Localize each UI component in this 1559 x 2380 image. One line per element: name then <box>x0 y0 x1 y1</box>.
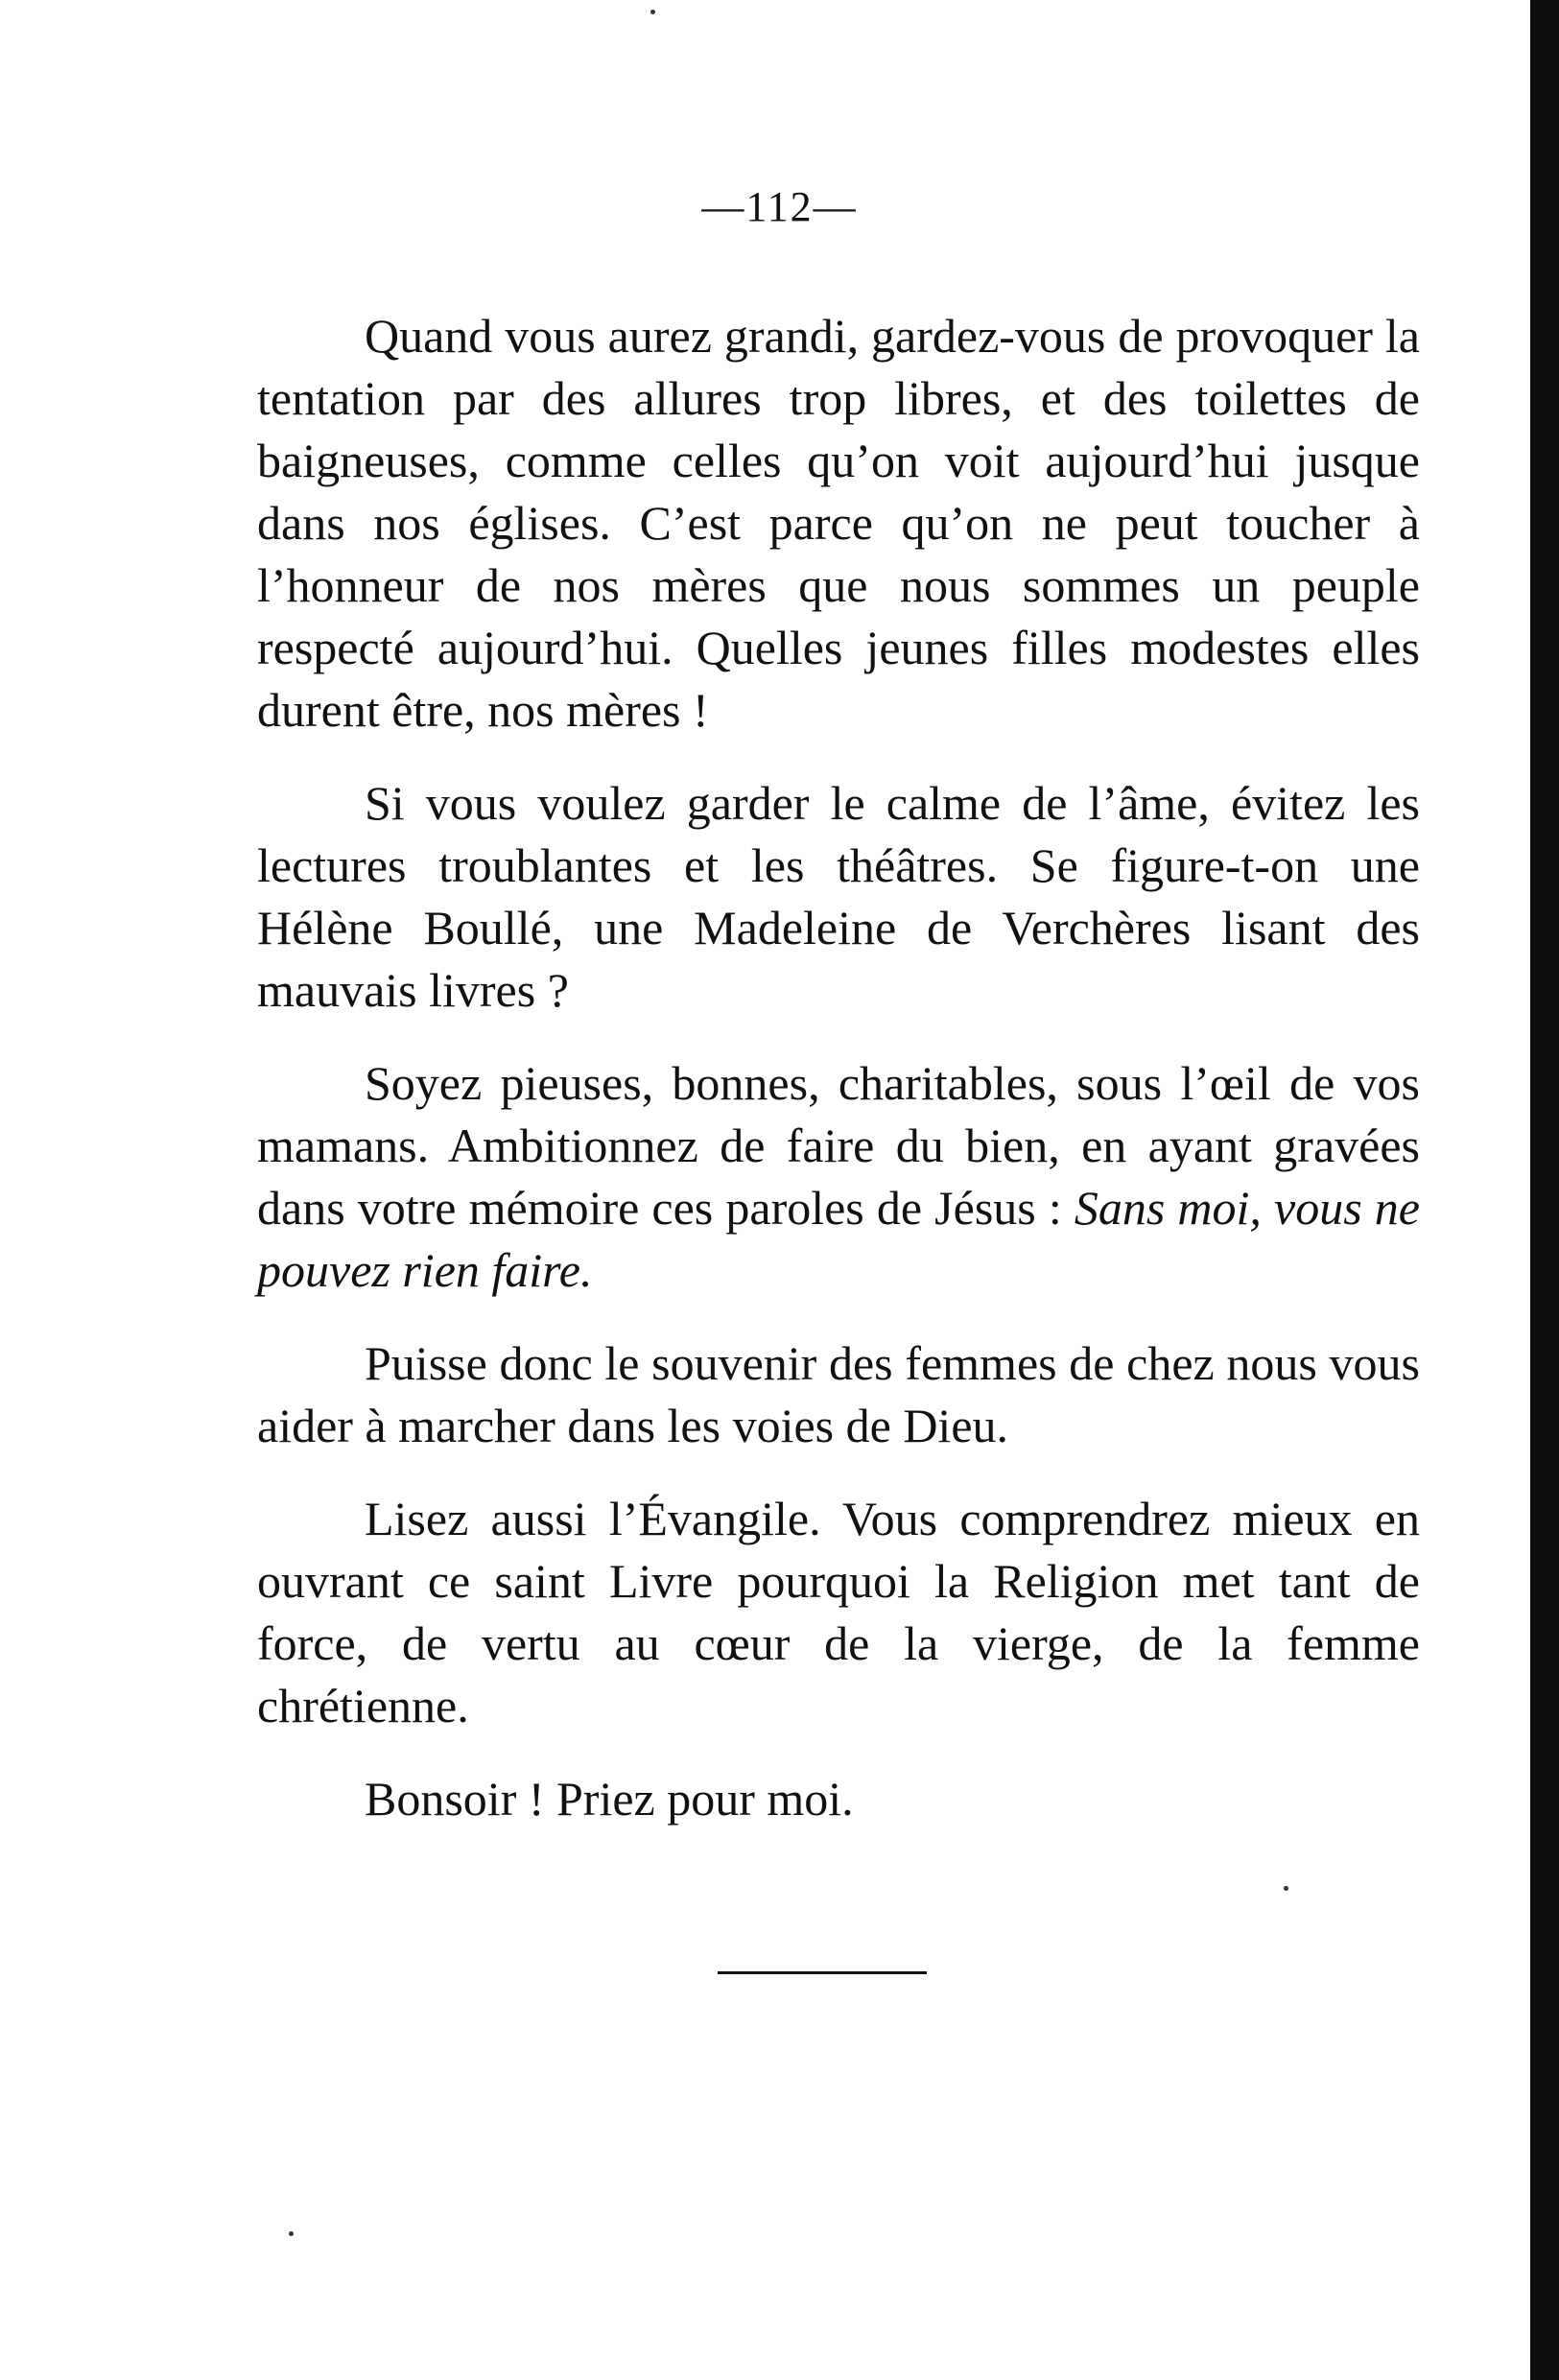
paragraph-5: Lisez aussi l’Évangile. Vous comprendrez mieux en ouvrant ce saint Livre pourquoi la Religion met tant de force, de vertu au cœur de la vierge, de la femme chrétienne. <box>257 1492 1420 1732</box>
scan-speck <box>1284 1886 1288 1891</box>
scan-edge-shadow <box>1530 0 1559 2380</box>
paragraph-4: Puisse donc le souvenir des femmes de chez nous vous aider à marcher dans les voies de Dieu. <box>257 1336 1420 1452</box>
paragraph-2: Si vous voulez garder le calme de l’âme, évitez les lectures troublantes et les théâtres. Se figure-t-on une Hélène Boullé, une Madeleine de Verchères lisant des mauvais livres ? <box>257 776 1420 1017</box>
paragraph-3-text: Soyez pieuses, bonnes, charitables, sous l’œil de vos mamans. Ambitionnez de faire du bien, en ayant gravées dans votre mémoire ces paroles de Jésus : <box>257 1056 1420 1235</box>
paragraph-1: Quand vous aurez grandi, gardez-vous de provoquer la tentation par des allures trop libres, et des toilettes de baigneuses, comme celles qu’on voit aujourd’hui jusque dans nos églises. C’est parce qu’on ne peut toucher à l’honneur de nos mères que nous sommes un peuple respecté aujourd’hui. Quelles jeunes filles modestes elles durent être, nos mères ! <box>257 309 1420 737</box>
paragraph-6: Bonsoir ! Priez pour moi. <box>365 1772 854 1826</box>
scan-speck <box>289 2231 294 2236</box>
scan-speck <box>650 10 655 14</box>
page-number: —112— <box>701 183 858 230</box>
paragraph-3 <box>257 1052 1420 1302</box>
scripture-quote: Sans moi, vous ne pouvez rien faire. <box>257 1181 1420 1297</box>
page-body <box>257 305 1420 1861</box>
end-rule <box>718 1971 927 1974</box>
